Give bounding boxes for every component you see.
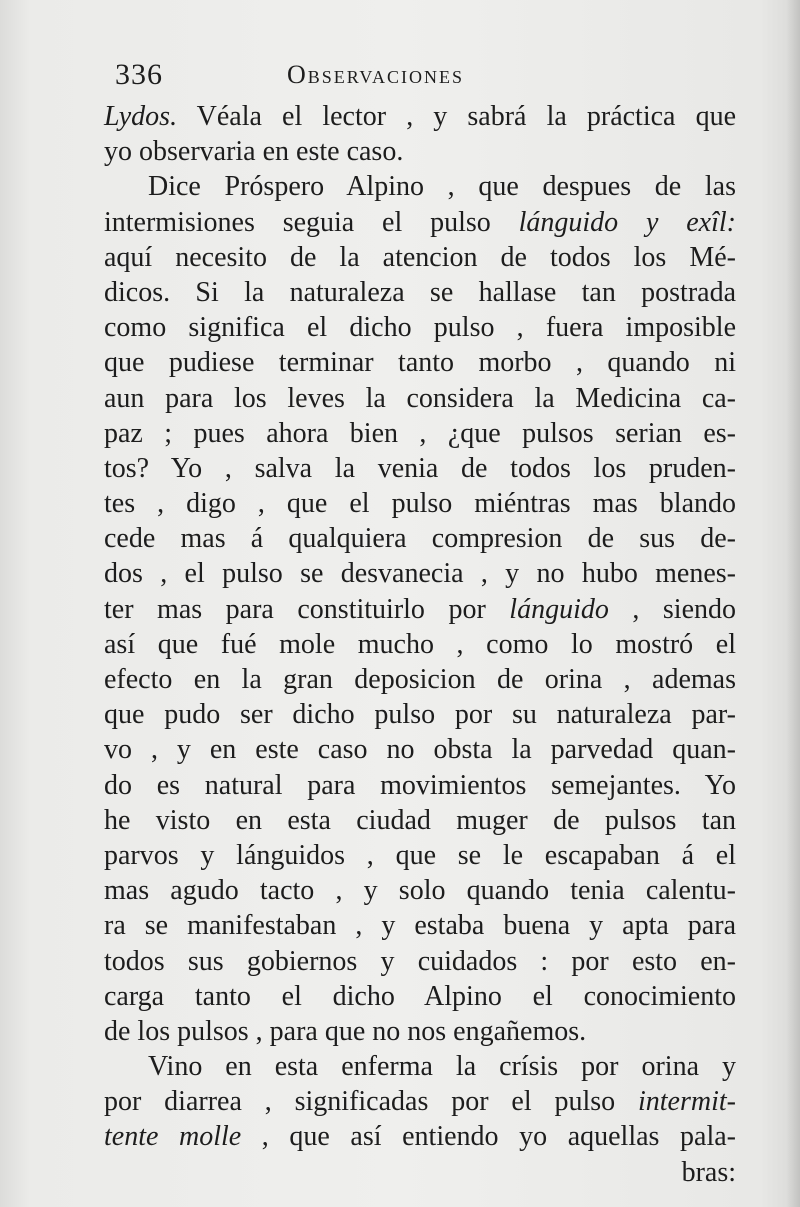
text-line	[104, 592, 736, 627]
italic-word: y exîl:	[618, 206, 736, 238]
text-line	[104, 451, 736, 486]
line-segment: carga tanto el dicho Alpino el conocimiento	[104, 980, 736, 1012]
text-line	[104, 99, 736, 134]
line-segment: tos? Yo , salva la venia de todos los pruden-	[104, 452, 736, 484]
text-line	[104, 627, 736, 662]
page-number: 336	[115, 58, 163, 91]
text-line	[104, 732, 736, 767]
line-segment: todos sus gobiernos y cuidados : por esto en-	[104, 945, 736, 977]
running-head: Observaciones	[287, 60, 465, 89]
text-line	[104, 556, 736, 591]
line-segment: intermisiones seguia el pulso	[104, 206, 519, 238]
line-segment: así que fué mole mucho , como lo mostró el	[104, 628, 736, 660]
text-line	[104, 697, 736, 732]
line-segment: por diarrea , significadas por el pulso	[104, 1086, 638, 1118]
line-segment: , que así entiendo yo aquellas pala-	[241, 1121, 736, 1153]
line-segment: cede mas á qualquiera compresion de sus de-	[104, 523, 736, 555]
text-line	[104, 134, 736, 169]
text-line	[104, 873, 736, 908]
line-segment: he visto en esta ciudad muger de pulsos tan	[104, 804, 736, 836]
italic-word: tente molle	[104, 1121, 242, 1153]
line-segment: Dice Próspero Alpino , que despues de las	[148, 171, 736, 203]
line-segment: que pudiese terminar tanto morbo , quando ni	[104, 347, 736, 379]
line-segment: aun para los leves la considera la Medicina ca-	[104, 382, 736, 414]
line-segment: aquí necesito de la atencion de todos los Mé-	[104, 241, 736, 273]
text-line	[104, 205, 736, 240]
text-line	[104, 944, 736, 979]
page-fold-shadow	[786, 0, 800, 1207]
text-line	[104, 240, 736, 275]
line-segment: que pudo ser dicho pulso por su naturaleza par-	[104, 699, 736, 731]
text-line	[104, 416, 736, 451]
text-line	[104, 908, 736, 943]
text-line	[104, 381, 736, 416]
catchword-text: bras:	[681, 1156, 736, 1188]
line-segment: como significa el dicho pulso , fuera imposible	[104, 312, 736, 344]
line-segment: ter mas para constituirlo por	[104, 593, 510, 625]
line-segment: paz ; pues ahora bien , ¿que pulsos serian es-	[104, 417, 736, 449]
line-segment: efecto en la gran deposicion de orina , ademas	[104, 664, 736, 695]
line-segment: do es natural para movimientos semejantes. Yo	[104, 769, 736, 801]
text-line	[104, 1084, 736, 1119]
line-segment: vo , y en este caso no obsta la parvedad quan-	[104, 734, 736, 766]
text-line	[104, 1119, 736, 1154]
line-segment: Véala el lector , y sabrá la práctica que	[177, 101, 736, 132]
text-line	[104, 979, 736, 1014]
text-line	[104, 768, 736, 803]
line-segment: dicos. Si la naturaleza se hallase tan postrada	[104, 276, 736, 308]
page-header	[115, 58, 735, 98]
text-line	[104, 838, 736, 873]
body-text	[104, 99, 736, 1190]
line-segment: parvos y lánguidos , que se le escapaban á el	[104, 839, 736, 871]
line-segment: , siendo	[608, 593, 737, 625]
catchword	[104, 1155, 736, 1190]
line-segment: de los pulsos , para que no nos engañemos.	[104, 1015, 587, 1047]
line-segment: mas agudo tacto , y solo quando tenia calentu-	[104, 875, 736, 907]
line-segment: yo observaria en este caso.	[104, 136, 404, 168]
text-line	[104, 486, 736, 521]
text-line	[104, 169, 736, 204]
line-segment: tes , digo , que el pulso miéntras mas blando	[104, 488, 736, 520]
text-line	[104, 345, 736, 380]
text-line	[104, 275, 736, 310]
text-line	[104, 662, 736, 697]
text-line	[104, 521, 736, 556]
text-line	[104, 310, 736, 345]
italic-word: lánguido	[518, 206, 619, 238]
italic-word: lánguido	[509, 593, 609, 625]
text-line	[104, 1014, 736, 1049]
text-line	[104, 1049, 736, 1084]
text-line	[104, 803, 736, 838]
line-segment: dos , el pulso se desvanecia , y no hubo menes-	[104, 558, 736, 590]
italic-word: intermit-	[638, 1086, 736, 1118]
line-segment: Vino en esta enferma la crísis por orina y	[148, 1051, 736, 1083]
line-segment: ra se manifestaban , y estaba buena y apta para	[104, 910, 736, 942]
italic-word: Lydos.	[104, 101, 178, 132]
